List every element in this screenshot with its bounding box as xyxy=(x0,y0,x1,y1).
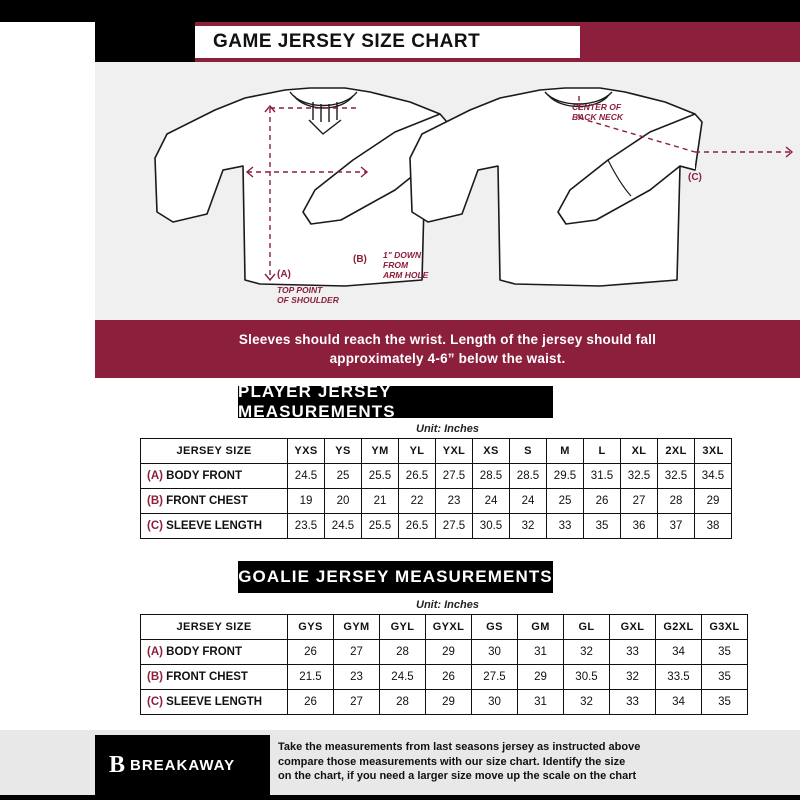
table-row xyxy=(141,514,732,539)
col-gm: GM xyxy=(518,615,564,640)
cell: 26.5 xyxy=(399,514,436,539)
label-b-front: (B) xyxy=(353,254,367,265)
table-header-row xyxy=(141,615,748,640)
cell: 21 xyxy=(362,489,399,514)
cell: 35 xyxy=(702,690,748,715)
row-text-front-chest: FRONT CHEST xyxy=(166,671,248,683)
cell: 21.5 xyxy=(288,665,334,690)
row-tag-b: (B) xyxy=(147,671,163,683)
row-text-body-front: BODY FRONT xyxy=(166,646,242,658)
top-black-bar xyxy=(0,0,800,22)
cell: 29.5 xyxy=(547,464,584,489)
footer-brand-block xyxy=(95,735,270,795)
col-ym: YM xyxy=(362,439,399,464)
table-row xyxy=(141,640,748,665)
svg-text:BACK NECK: BACK NECK xyxy=(572,112,623,122)
cell: 32 xyxy=(564,690,610,715)
row-label-sleeve-length xyxy=(141,690,288,715)
footer-line-1: Take the measurements from last seasons jersey as instructed above xyxy=(278,741,641,753)
cell: 28.5 xyxy=(473,464,510,489)
cell: 29 xyxy=(695,489,732,514)
cell: 31.5 xyxy=(584,464,621,489)
cell: 27.5 xyxy=(472,665,518,690)
svg-text:OF SHOULDER: OF SHOULDER xyxy=(277,295,339,305)
cell: 24.5 xyxy=(288,464,325,489)
table-row xyxy=(141,665,748,690)
cell: 30.5 xyxy=(473,514,510,539)
row-text-body-front: BODY FRONT xyxy=(166,470,242,482)
row-tag-a: (A) xyxy=(147,470,163,482)
footer-brand-name: BREAKAWAY xyxy=(130,756,236,774)
cell: 26 xyxy=(288,690,334,715)
row-tag-c: (C) xyxy=(147,696,163,708)
cell: 27.5 xyxy=(436,514,473,539)
table-header-row xyxy=(141,439,732,464)
cell: 33 xyxy=(610,690,656,715)
col-gym: GYM xyxy=(334,615,380,640)
label-a-front: (A) xyxy=(277,269,291,280)
player-size-label: JERSEY SIZE xyxy=(141,439,288,464)
col-gs: GS xyxy=(472,615,518,640)
row-tag-a: (A) xyxy=(147,646,163,658)
cell: 26 xyxy=(426,665,472,690)
cell: 31 xyxy=(518,640,564,665)
player-measurements-table xyxy=(140,438,732,539)
cell: 24 xyxy=(473,489,510,514)
cell: 23 xyxy=(436,489,473,514)
table-row xyxy=(141,464,732,489)
footer-instructions xyxy=(278,740,708,784)
col-2xl: 2XL xyxy=(658,439,695,464)
jersey-diagram xyxy=(95,62,800,320)
cell: 35 xyxy=(702,665,748,690)
cell: 32 xyxy=(564,640,610,665)
cell: 28 xyxy=(380,690,426,715)
instruction-banner xyxy=(95,320,800,378)
col-m: M xyxy=(547,439,584,464)
row-label-body-front xyxy=(141,640,288,665)
cell: 32.5 xyxy=(621,464,658,489)
cell: 20 xyxy=(325,489,362,514)
cell: 28 xyxy=(658,489,695,514)
jersey-illustration-panel xyxy=(95,62,800,320)
goalie-size-label: JERSEY SIZE xyxy=(141,615,288,640)
player-unit-label: Unit: Inches xyxy=(416,423,479,435)
cell: 24.5 xyxy=(380,665,426,690)
cell: 29 xyxy=(426,640,472,665)
col-gyxl: GYXL xyxy=(426,615,472,640)
row-label-sleeve-length xyxy=(141,514,288,539)
cell: 25 xyxy=(325,464,362,489)
footer-logo-icon: B xyxy=(109,751,125,778)
cell: 32 xyxy=(610,665,656,690)
cell: 32.5 xyxy=(658,464,695,489)
col-yxs: YXS xyxy=(288,439,325,464)
cell: 31 xyxy=(518,690,564,715)
cell: 33 xyxy=(547,514,584,539)
svg-text:1" DOWN: 1" DOWN xyxy=(383,250,422,260)
cell: 28 xyxy=(380,640,426,665)
cell: 27 xyxy=(334,640,380,665)
col-gl: GL xyxy=(564,615,610,640)
footer-line-2: compare those measurements with our size chart. Identify the size xyxy=(278,755,626,768)
svg-text:TOP POINT: TOP POINT xyxy=(277,285,323,295)
cell: 25 xyxy=(547,489,584,514)
cell: 36 xyxy=(621,514,658,539)
label-c-back: (C) xyxy=(688,172,702,183)
cell: 34 xyxy=(656,640,702,665)
col-ys: YS xyxy=(325,439,362,464)
row-text-sleeve-length: SLEEVE LENGTH xyxy=(166,520,263,532)
svg-text:FROM: FROM xyxy=(383,260,409,270)
row-tag-b: (B) xyxy=(147,495,163,507)
col-gys: GYS xyxy=(288,615,334,640)
cell: 33 xyxy=(610,640,656,665)
cell: 25.5 xyxy=(362,464,399,489)
cell: 23.5 xyxy=(288,514,325,539)
row-tag-c: (C) xyxy=(147,520,163,532)
row-label-front-chest xyxy=(141,665,288,690)
table-row xyxy=(141,489,732,514)
player-section-heading-text: PLAYER JERSEY MEASUREMENTS xyxy=(238,382,396,421)
col-s: S xyxy=(510,439,547,464)
row-text-front-chest: FRONT CHEST xyxy=(166,495,248,507)
goalie-measurements-table xyxy=(140,614,748,715)
cell: 30 xyxy=(472,640,518,665)
cell: 29 xyxy=(518,665,564,690)
cell: 33.5 xyxy=(656,665,702,690)
goalie-unit-label: Unit: Inches xyxy=(416,599,479,611)
cell: 27.5 xyxy=(436,464,473,489)
instruction-line-1: Sleeves should reach the wrist. Length of the jersey should fall xyxy=(238,332,657,347)
row-text-sleeve-length: SLEEVE LENGTH xyxy=(166,696,263,708)
cell: 19 xyxy=(288,489,325,514)
col-3xl: 3XL xyxy=(695,439,732,464)
instruction-line-2: approximately 4-6” below the waist. xyxy=(329,351,566,366)
footer-line-3: on the chart, if you need a larger size move up the scale on the chart xyxy=(278,770,637,782)
cell: 30 xyxy=(472,690,518,715)
row-label-front-chest xyxy=(141,489,288,514)
cell: 34.5 xyxy=(695,464,732,489)
col-g2xl: G2XL xyxy=(656,615,702,640)
cell: 26 xyxy=(584,489,621,514)
col-xl: XL xyxy=(621,439,658,464)
svg-text:ARM HOLE: ARM HOLE xyxy=(383,270,429,280)
col-gyl: GYL xyxy=(380,615,426,640)
cell: 38 xyxy=(695,514,732,539)
page-title-text: GAME JERSEY SIZE CHART xyxy=(213,31,481,52)
goalie-section-heading xyxy=(238,561,553,593)
cell: 26.5 xyxy=(399,464,436,489)
cell: 25.5 xyxy=(362,514,399,539)
cell: 26 xyxy=(288,640,334,665)
col-l: L xyxy=(584,439,621,464)
cell: 35 xyxy=(584,514,621,539)
player-section-heading xyxy=(238,382,553,421)
table-row xyxy=(141,690,748,715)
goalie-section-heading-text: GOALIE JERSEY MEASUREMENTS xyxy=(238,567,553,586)
cell: 34 xyxy=(656,690,702,715)
cell: 22 xyxy=(399,489,436,514)
col-yxl: YXL xyxy=(436,439,473,464)
cell: 35 xyxy=(702,640,748,665)
cell: 37 xyxy=(658,514,695,539)
row-label-body-front xyxy=(141,464,288,489)
col-g3xl: G3XL xyxy=(702,615,748,640)
cell: 29 xyxy=(426,690,472,715)
cell: 32 xyxy=(510,514,547,539)
col-gxl: GXL xyxy=(610,615,656,640)
cell: 27 xyxy=(334,690,380,715)
col-yl: YL xyxy=(399,439,436,464)
cell: 28.5 xyxy=(510,464,547,489)
cell: 24 xyxy=(510,489,547,514)
bottom-black-bar xyxy=(0,795,800,800)
cell: 30.5 xyxy=(564,665,610,690)
col-xs: XS xyxy=(473,439,510,464)
cell: 24.5 xyxy=(325,514,362,539)
svg-text:CENTER OF: CENTER OF xyxy=(572,102,622,112)
cell: 23 xyxy=(334,665,380,690)
page-title xyxy=(195,26,580,58)
cell: 27 xyxy=(621,489,658,514)
